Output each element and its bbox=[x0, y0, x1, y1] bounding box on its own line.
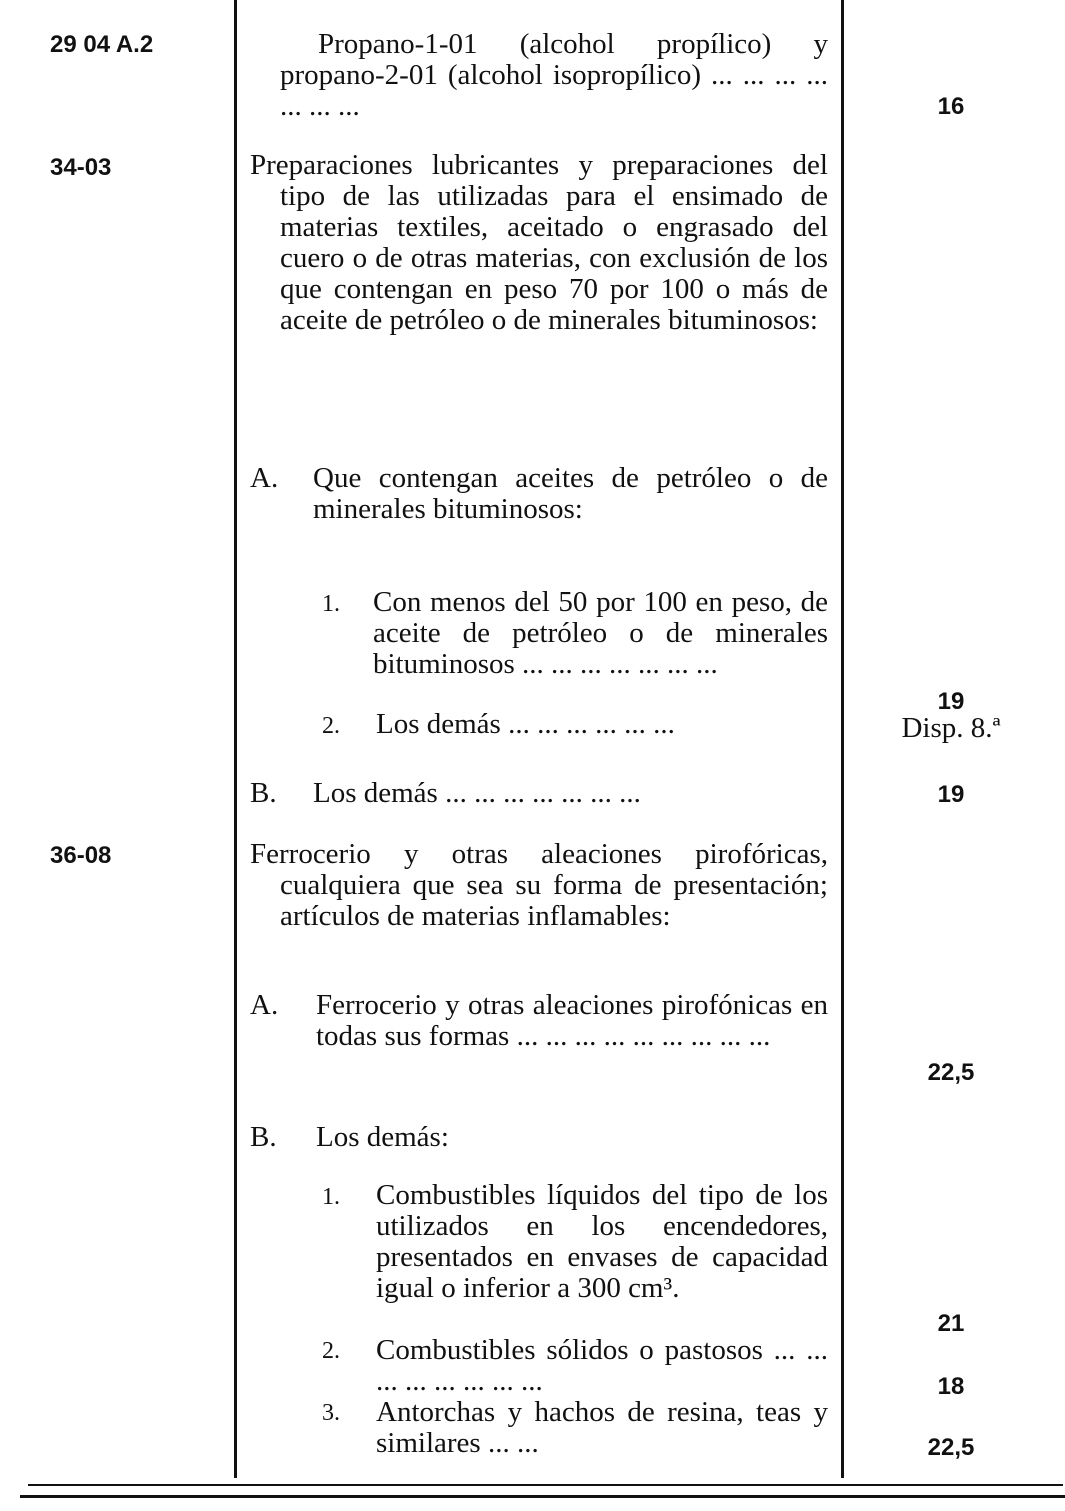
column-rule-left bbox=[234, 0, 237, 1478]
sub-item-number: 2. bbox=[322, 713, 340, 739]
entry-description: Propano-1-01 (alcohol propílico) y propano-2-01 (alcohol isopropílico) ... ... ... ... ... ... ... bbox=[280, 28, 828, 122]
entry-description: Preparaciones lubricantes y preparaciones del tipo de las utilizadas para el ensimado de materias textiles, aceitado o engrasado del cuero o de otras materias, con exclusión de los que contengan en peso 70 por 100 o más de aceite de petróleo o de minerales bituminosos: bbox=[250, 149, 828, 336]
sub-item-letter: B. bbox=[250, 777, 277, 809]
sub-item-number: 1. bbox=[322, 1184, 340, 1210]
footer-rule-bottom bbox=[20, 1495, 1065, 1498]
entry-description: Ferrocerio y otras aleaciones pirofóricas, cualquiera que sea su forma de presentación; artículos de materias inflamables: bbox=[250, 838, 828, 932]
tariff-code: 34-03 bbox=[50, 154, 112, 181]
sub-item-text: Combustibles líquidos del tipo de los utilizados en los encendedores, presentados en envases de capacidad igual o inferior a 300 cm³. bbox=[376, 1179, 828, 1304]
sub-item-number: 2. bbox=[322, 1338, 340, 1364]
duty-rate: 22,5 bbox=[927, 1059, 975, 1086]
sub-item-number: 1. bbox=[322, 591, 340, 617]
duty-rate: 19 bbox=[937, 688, 965, 715]
tariff-code: 29 04 A.2 bbox=[50, 31, 154, 58]
column-rule-right bbox=[841, 0, 844, 1478]
footer-rule-top bbox=[28, 1484, 1063, 1486]
sub-item-letter: B. bbox=[250, 1121, 277, 1153]
tariff-code: 36-08 bbox=[50, 842, 112, 869]
sub-item-letter: A. bbox=[250, 462, 279, 494]
sub-item-number: 3. bbox=[322, 1400, 340, 1426]
sub-item-letter: A. bbox=[250, 989, 279, 1021]
sub-item-text: Que contengan aceites de petróleo o de minerales bituminosos: bbox=[313, 462, 828, 525]
sub-item-text: Combustibles sólidos o pastosos ... ... ... ... ... ... ... ... bbox=[376, 1334, 828, 1397]
sub-item-text: Con menos del 50 por 100 en peso, de aceite de petróleo o de minerales bituminosos ... ... ... ... ... ... ... bbox=[373, 586, 828, 680]
duty-rate: Disp. 8.ª bbox=[901, 712, 1001, 744]
duty-rate: 18 bbox=[937, 1373, 965, 1400]
sub-item-text: Los demás: bbox=[316, 1121, 449, 1153]
sub-item-text: Antorchas y hachos de resina, teas y similares ... ... bbox=[376, 1396, 828, 1459]
duty-rate: 16 bbox=[937, 93, 965, 120]
duty-rate: 19 bbox=[937, 781, 965, 808]
duty-rate: 21 bbox=[937, 1310, 965, 1337]
duty-rate: 22,5 bbox=[927, 1434, 975, 1461]
sub-item-text: Los demás ... ... ... ... ... ... bbox=[376, 708, 675, 740]
sub-item-text: Ferrocerio y otras aleaciones pirofónicas en todas sus formas ... ... ... ... ... ... ... ... ... bbox=[316, 989, 828, 1052]
sub-item-text: Los demás ... ... ... ... ... ... ... bbox=[313, 777, 641, 809]
